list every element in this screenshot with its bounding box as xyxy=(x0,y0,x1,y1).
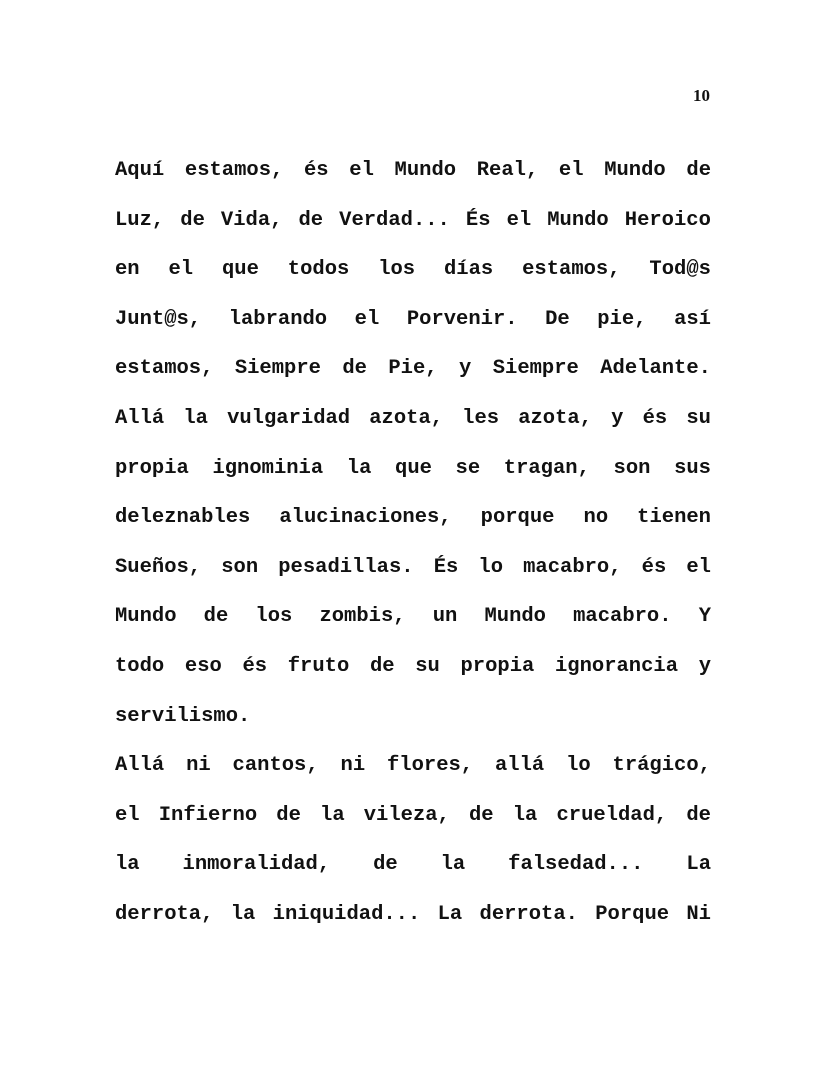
word: Mundo xyxy=(604,159,666,182)
word: y xyxy=(611,406,624,430)
word: la xyxy=(183,406,208,430)
word: y xyxy=(698,654,711,678)
word: de xyxy=(469,803,494,827)
word: allá xyxy=(494,754,545,778)
word: pie, xyxy=(597,307,647,331)
word: de xyxy=(686,803,711,827)
text-line xyxy=(115,741,711,791)
word: no xyxy=(583,506,609,530)
word: cantos, xyxy=(232,754,319,778)
text-line xyxy=(115,245,711,295)
word: tragan, xyxy=(503,456,590,480)
word: ignominia xyxy=(212,456,324,480)
word: Verdad... xyxy=(339,208,450,232)
word: Allá xyxy=(115,754,165,778)
word: Ni xyxy=(686,902,711,926)
word: de xyxy=(180,208,205,232)
word: La xyxy=(437,902,463,926)
word: de xyxy=(373,853,398,877)
word: Siempre xyxy=(492,357,579,381)
word: Allá xyxy=(115,406,165,430)
word: los xyxy=(255,605,293,629)
word: Adelante. xyxy=(600,357,711,381)
word: vileza, xyxy=(363,803,450,827)
word: Mundo xyxy=(484,605,546,629)
word: ni xyxy=(186,754,211,778)
word: sus xyxy=(674,456,711,480)
word: és xyxy=(642,406,668,430)
word: estamos, xyxy=(522,258,621,282)
word: És xyxy=(465,208,491,232)
word: Porvenir. xyxy=(406,307,518,331)
text-line xyxy=(115,592,711,642)
word: y xyxy=(459,357,472,381)
word: porque xyxy=(480,506,555,530)
word: Heroico xyxy=(624,208,711,232)
word: inmoralidad, xyxy=(182,853,331,877)
word: Junt@s, xyxy=(115,307,202,331)
word: Aquí xyxy=(115,159,165,182)
word: Sueños, xyxy=(115,555,202,579)
text-line xyxy=(115,394,711,444)
word: de xyxy=(298,208,324,232)
word: servilismo. xyxy=(115,704,251,728)
word: estamos, xyxy=(184,159,284,182)
word: és xyxy=(303,159,329,182)
word: estamos, xyxy=(115,357,214,381)
word: son xyxy=(221,555,259,579)
text-line xyxy=(115,642,711,692)
word: su xyxy=(686,406,711,430)
word: Porque xyxy=(595,902,670,926)
word: falsedad... xyxy=(508,853,644,877)
word: de xyxy=(203,605,229,629)
word: de xyxy=(369,654,395,678)
word: el xyxy=(168,258,194,282)
document-body xyxy=(115,146,711,940)
text-line xyxy=(115,840,711,890)
word: la xyxy=(440,853,466,877)
word: tienen xyxy=(637,506,711,530)
word: Mundo xyxy=(115,605,177,629)
word: trágico, xyxy=(612,754,711,778)
word: en xyxy=(115,258,140,282)
word: les xyxy=(462,406,500,430)
word: todos xyxy=(287,258,350,282)
word: los xyxy=(378,258,416,282)
word: Vida, xyxy=(220,208,283,232)
word: la xyxy=(230,902,256,926)
word: un xyxy=(432,605,458,629)
word: azota, xyxy=(369,406,444,430)
word: lo xyxy=(566,754,591,778)
word: Siempre xyxy=(234,357,321,381)
text-line xyxy=(115,890,711,940)
word: Tod@s xyxy=(649,258,711,282)
word: el xyxy=(558,159,584,182)
word: la xyxy=(115,853,140,877)
word: pesadillas. xyxy=(278,555,414,579)
word: és xyxy=(242,654,268,678)
word: Real, xyxy=(476,159,539,182)
word: De xyxy=(545,307,570,331)
word: que xyxy=(222,258,259,282)
word: deleznables xyxy=(115,506,251,530)
paragraph xyxy=(115,741,711,939)
word: Pie, xyxy=(388,357,438,381)
word: el xyxy=(354,307,380,331)
text-line xyxy=(115,543,711,593)
word: La xyxy=(686,853,711,877)
text-line xyxy=(115,493,711,543)
word: Luz, xyxy=(115,208,165,232)
word: crueldad, xyxy=(556,803,668,827)
word: vulgaridad xyxy=(227,406,351,430)
word: propia xyxy=(115,456,189,480)
word: labrando xyxy=(228,307,328,331)
word: macabro. xyxy=(573,605,672,629)
word: Infierno xyxy=(158,803,258,827)
text-line xyxy=(115,344,711,394)
text-line xyxy=(115,791,711,841)
word: Mundo xyxy=(547,208,609,232)
word: alucinaciones, xyxy=(279,506,452,530)
text-line xyxy=(115,196,711,246)
word: Y xyxy=(698,605,711,629)
paragraph xyxy=(115,146,711,741)
word: son xyxy=(613,456,651,480)
word: derrota, xyxy=(115,902,214,926)
word: todo xyxy=(115,654,165,678)
word: días xyxy=(444,258,494,282)
word: Mundo xyxy=(394,159,457,182)
word: azota, xyxy=(518,406,593,430)
word: de xyxy=(276,803,301,827)
word: propia xyxy=(460,654,535,678)
text-line xyxy=(115,692,711,742)
word: la xyxy=(512,803,538,827)
word: así xyxy=(674,307,711,331)
word: ignorancia xyxy=(554,654,679,678)
word: macabro, xyxy=(523,555,622,579)
word: És xyxy=(433,555,459,579)
word: se xyxy=(455,456,481,480)
word: que xyxy=(395,456,432,480)
word: eso xyxy=(184,654,222,678)
word: és xyxy=(641,555,667,579)
page-number: 10 xyxy=(693,86,710,105)
text-line xyxy=(115,146,711,196)
word: la xyxy=(346,456,372,480)
text-line xyxy=(115,295,711,345)
text-line xyxy=(115,444,711,494)
word: su xyxy=(415,654,440,678)
word: el xyxy=(115,803,140,827)
word: zombis, xyxy=(319,605,406,629)
word: lo xyxy=(478,555,504,579)
word: fruto xyxy=(287,654,350,678)
word: el xyxy=(686,555,711,579)
word: ni xyxy=(340,754,366,778)
word: de xyxy=(342,357,367,381)
word: flores, xyxy=(387,754,474,778)
word: derrota. xyxy=(479,902,578,926)
word: iniquidad... xyxy=(272,902,421,926)
word: de xyxy=(686,159,711,182)
word: el xyxy=(349,159,374,182)
word: la xyxy=(320,803,345,827)
word: el xyxy=(506,208,532,232)
